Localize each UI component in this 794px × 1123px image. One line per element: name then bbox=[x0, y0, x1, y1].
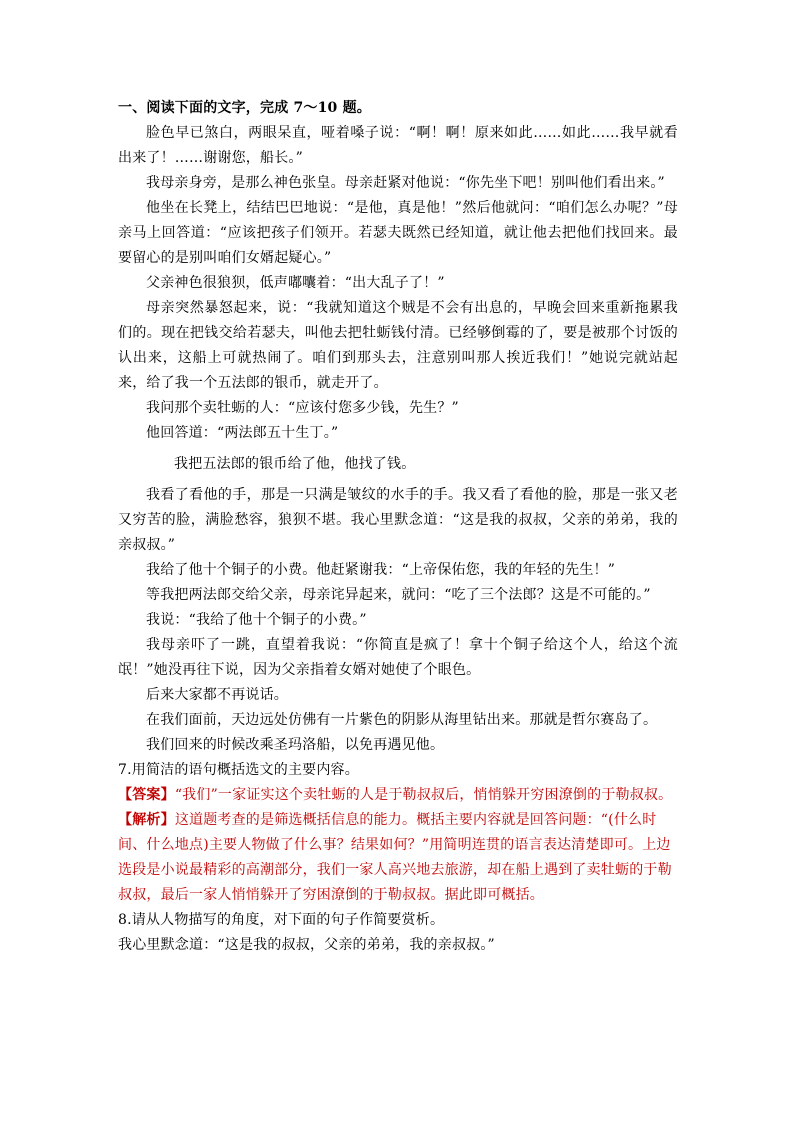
indented-paragraph: 我把五法郎的银币给了他，他找了钱。 bbox=[174, 456, 416, 472]
paragraph: 我母亲吓了一跳，直望着我说：“你简直是疯了！拿十个铜子给这个人，给这个流氓！”她没再往下说，因为父亲指着女婿对她使了个眼色。 bbox=[118, 637, 678, 678]
paragraph: 我问那个卖牡蛎的人：“应该付您多少钱，先生？” bbox=[146, 400, 459, 416]
paragraph: 我给了他十个铜子的小费。他赶紧谢我：“上帝保佑您，我的年轻的先生！” bbox=[146, 562, 616, 578]
paragraph: 我们回来的时候改乘圣玛洛船，以免再遇见他。 bbox=[146, 737, 445, 753]
paragraph: 母亲突然暴怒起来，说：“我就知道这个贼是不会有出息的，早晚会回来重新拖累我们的。现在把钱交给若瑟夫，叫他去把牡蛎钱付清。已经够倒霉的了，要是被那个讨饭的认出来，这船上可就热闹了。咱们到那头去，注意别叫那人挨近我们！”她说完就站起来，给了我一个五法郎的银币，就走开了。 bbox=[118, 300, 678, 391]
paragraph: 我母亲身旁，是那么神色张皇。母亲赶紧对他说：“你先坐下吧！别叫他们看出来。” bbox=[146, 175, 665, 191]
document-page bbox=[118, 96, 678, 958]
paragraph: 脸色早已煞白，两眼呆直，哑着嗓子说：“啊！啊！原来如此……如此……我早就看出来了！……谢谢您，船长。” bbox=[118, 125, 678, 166]
paragraph: 我看了看他的手，那是一只满是皱纹的水手的手。我又看了看他的脸，那是一张又老又穷苦的脸，满脸愁容，狼狈不堪。我心里默念道：“这是我的叔叔，父亲的弟弟，我的亲叔叔。” bbox=[118, 487, 678, 553]
question-8-quote: 我心里默念道：“这是我的叔叔，父亲的弟弟，我的亲叔叔。” bbox=[118, 937, 495, 953]
answer-block bbox=[118, 783, 678, 808]
paragraph: 等我把两法郎交给父亲，母亲诧异起来，就问：“吃了三个法郎？这是不可能的。” bbox=[146, 587, 651, 603]
question-7: 7.用简洁的语句概括选文的主要内容。 bbox=[118, 762, 359, 778]
paragraph: 他坐在长凳上，结结巴巴地说：“是他，真是他！”然后他就问：“咱们怎么办呢？”母亲马上回答道：“应该把孩子们领开。若瑟夫既然已经知道，就让他去把他们找回来。最要留心的是别叫咱们女婿起疑心。” bbox=[118, 200, 678, 266]
answer-tag: 【答案】 bbox=[118, 787, 175, 803]
paragraph: 后来大家都不再说话。 bbox=[146, 687, 288, 703]
analysis-block bbox=[118, 808, 678, 908]
paragraph: 父亲神色很狼狈，低声嘟囔着：“出大乱子了！” bbox=[146, 275, 445, 291]
paragraph: 在我们面前，天边远处仿佛有一片紫色的阴影从海里钻出来。那就是哲尔赛岛了。 bbox=[146, 712, 658, 728]
paragraph: 我说：“我给了他十个铜子的小费。” bbox=[146, 612, 367, 628]
analysis-text: 这道题考查的是筛选概括信息的能力。概括主要内容就是回答问题：“(什么时间、什么地点)主要人物做了什么事？结果如何？”用简明连贯的语言表达清楚即可。上边选段是小说最精彩的高潮部分，我们一家人高兴地去旅游，却在船上遇到了卖牡蛎的于勒叔叔，最后一家人悄悄躲开了穷困潦倒的于勒叔叔。据此即可概括。 bbox=[118, 812, 672, 903]
section-heading: 一、阅读下面的文字，完成 7～10 题。 bbox=[118, 100, 371, 116]
paragraph: 他回答道：“两法郎五十生丁。” bbox=[146, 425, 339, 441]
analysis-tag: 【解析】 bbox=[118, 812, 175, 828]
question-8: 8.请从人物描写的角度，对下面的句子作简要赏析。 bbox=[118, 912, 445, 928]
answer-text: “我们”一家证实这个卖牡蛎的人是于勒叔叔后，悄悄躲开穷困潦倒的于勒叔叔。 bbox=[174, 787, 673, 803]
